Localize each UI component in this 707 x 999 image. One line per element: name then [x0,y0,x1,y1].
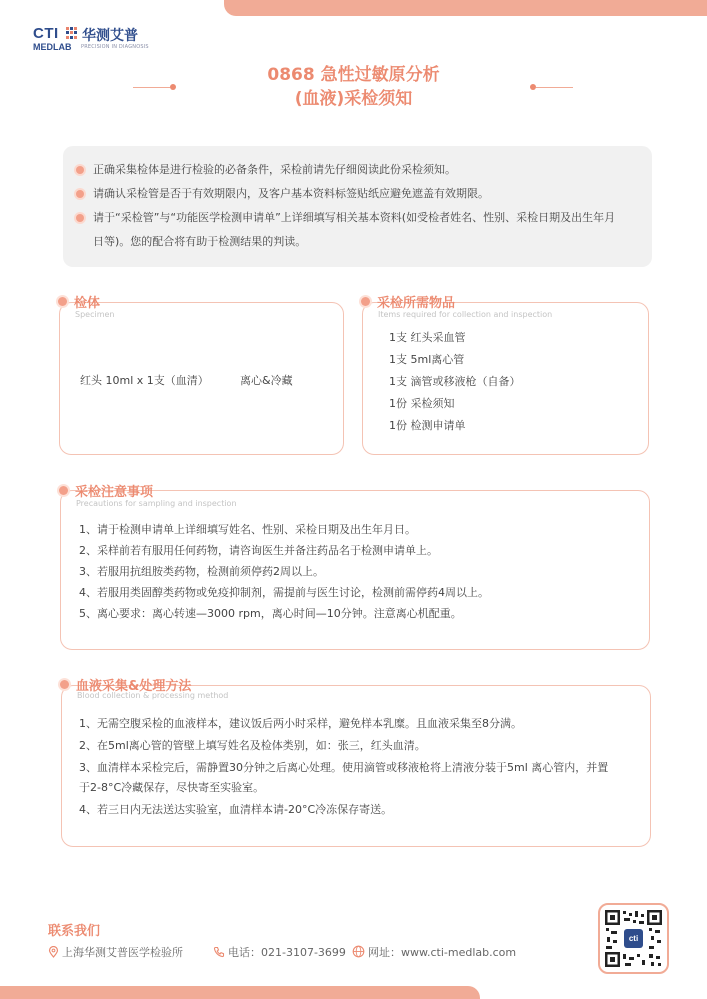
precaution-item: 1、请于检测申请单上详细填写姓名、性别、采检日期及出生年月日。 [79,523,416,536]
logo-medlab-text: MEDLAB [33,42,72,52]
blood-collection-subtitle: Blood collection & processing method [77,691,229,700]
section-dot-icon [361,297,370,306]
logo-tagline: PRECISION IN DIAGNOSIS [81,44,149,50]
title-deco-dot-left [170,84,176,90]
precaution-item: 5、离心要求：离心转速—3000 rpm，离心时间—10分钟。注意离心机配重。 [79,607,462,620]
notice-item: 正确采集检体是进行检验的必备条件，采检前请先仔细阅读此份采检须知。 [93,158,638,182]
contact-phone [213,944,346,961]
section-dot-icon [60,680,69,689]
bullet-dot-icon [76,190,84,198]
supplies-title: 采检所需物品 [377,296,456,311]
contact-website-text: 网址：www.cti-medlab.com [368,946,517,959]
supplies-subtitle: Items required for collection and inspection [378,310,553,319]
notice-item: 请确认采检管是否于有效期限内，及客户基本资料标签贴纸应避免遮盖有效期限。 [93,182,638,206]
supply-item: 1份 检测申请单 [389,419,466,432]
blood-collection-title: 血液采集&处理方法 [76,679,192,694]
qr-code-pattern [605,910,662,967]
phone-icon [213,946,225,961]
company-logo [33,25,163,53]
specimen-processing: 离心&冷藏 [240,374,293,387]
logo-chinese-text: 华测艾普 [82,28,138,44]
precautions-title: 采检注意事项 [75,485,154,500]
specimen-tube: 红头 10ml x 1支（血清） [80,374,209,387]
contact-website [352,944,516,961]
notice-item-continued: 日等)。您的配合将有助于检测结果的判读。 [93,235,307,248]
supply-item: 1支 红头采血管 [389,331,466,344]
notice-item: 请于“采检管”与“功能医学检测申请单”上详细填写相关基本资料(如受检者姓名、性别、采检日期及出生年月 [93,206,638,230]
contact-address [48,944,183,961]
blood-step: 3、血清样本采检完后，需静置30分钟之后离心处理。使用滴管或移液枪将上清液分装于5ml 离心管内，并置 [79,761,609,774]
bullet-dot-icon [76,166,84,174]
blood-step: 2、在5ml离心管的管壁上填写姓名及检体类别，如：张三，红头血清。 [79,739,426,752]
specimen-title: 检体 [74,296,101,311]
section-dot-icon [59,486,68,495]
precaution-item: 2、采样前若有服用任何药物，请咨询医生并备注药品名于检测申请单上。 [79,544,438,557]
precautions-subtitle: Precautions for sampling and inspection [76,499,237,508]
precaution-item: 4、若服用类固醇类药物或免疫抑制剂，需提前与医生讨论，检测前需停药4周以上。 [79,586,489,599]
logo-grid-icon [66,27,78,39]
blood-step: 1、无需空腹采检的血液样本，建议饭后两小时采样，避免样本乳糜。且血液采集至8分满。 [79,717,522,730]
section-dot-icon [58,297,67,306]
precaution-item: 3、若服用抗组胺类药物，检测前须停药2周以上。 [79,565,324,578]
title-line-1: 0868 急性过敏原分析 [267,65,440,85]
logo-cti-text: CTI [33,25,59,42]
title-deco-line-right [536,87,573,88]
supply-item: 1支 滴管或移液枪（自备） [389,375,521,388]
contact-title: 联系我们 [48,924,101,939]
globe-icon [352,945,365,961]
supply-item: 1支 5ml离心管 [389,353,465,366]
supply-item: 1份 采检须知 [389,397,455,410]
page-title [0,63,707,111]
contact-address-text: 上海华测艾普医学检验所 [62,946,183,959]
contact-phone-text: 电话：021-3107-3699 [228,946,346,959]
blood-step-continued: 于2-8°C冷藏保存，尽快寄至实验室。 [79,781,265,794]
location-pin-icon [48,946,59,961]
notice-panel [63,146,652,267]
blood-step: 4、若三日内无法送达实验室，血清样本请-20°C冷冻保存寄送。 [79,803,393,816]
bullet-dot-icon [76,214,84,222]
top-decor-bar [224,0,707,16]
title-deco-line-left [133,87,170,88]
qr-center-logo: cti [628,934,639,943]
specimen-subtitle: Specimen [75,310,115,319]
bottom-decor-bar [0,986,480,999]
title-line-2: (血液)采检须知 [294,89,413,109]
qr-code [598,903,669,974]
